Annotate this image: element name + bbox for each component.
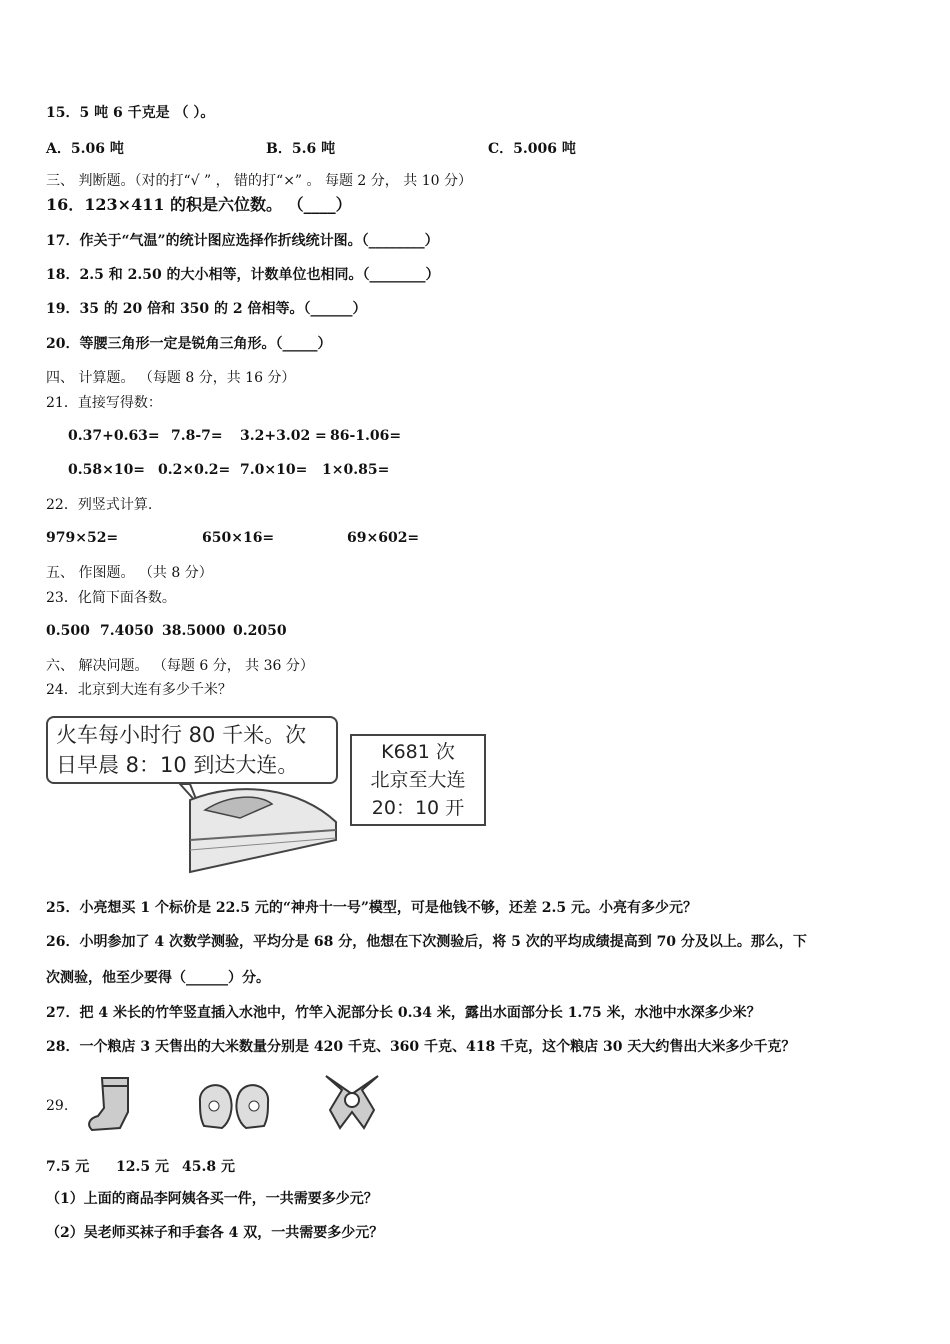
number-item: 38.5000 xyxy=(162,623,226,639)
q26-line-1: 26．小明参加了 4 次数学测验，平均分是 68 分，他想在下次测验后，将 5 次的平均成绩提高到 70 分及以上。那么，下 xyxy=(46,934,807,950)
option-a: A．5.06 吨 xyxy=(46,141,124,157)
calc-item: 86-1.06= xyxy=(330,428,402,444)
price-scarf: 45.8 元 xyxy=(182,1159,235,1175)
price-mittens: 12.5 元 xyxy=(116,1159,169,1175)
q29-sub-2: （2）吴老师买袜子和手套各 4 双，一共需要多少元？ xyxy=(46,1225,384,1241)
q27: 27．把 4 米长的竹竿竖直插入水池中，竹竿入泥部分长 0.34 米，露出水面部分长 1.75 米，水池中水深多少米？ xyxy=(46,1005,761,1021)
mittens-image xyxy=(194,1074,276,1134)
calc-item: 0.2×0.2= xyxy=(158,462,231,478)
q29-sub-1: （1）上面的商品李阿姨各买一件，一共需要多少元？ xyxy=(46,1191,378,1207)
vertical-calc-item: 650×16= xyxy=(202,530,275,546)
calc-item: 0.58×10= xyxy=(68,462,146,478)
number-item: 7.4050 xyxy=(100,623,154,639)
number-item: 0.2050 xyxy=(233,623,287,639)
q22-items xyxy=(0,530,950,548)
q16: 16．123×411 的积是六位数。 （____） xyxy=(46,195,352,214)
train-ticket xyxy=(350,734,486,826)
vertical-calc-item: 69×602= xyxy=(347,530,420,546)
q18: 18．2.5 和 2.50 的大小相等，计数单位也相同。（________） xyxy=(46,267,440,283)
q24-title: 24．北京到大连有多少千米？ xyxy=(46,682,232,698)
calc-item: 7.0×10= xyxy=(240,462,308,478)
calc-item: 7.8-7= xyxy=(171,428,223,444)
ticket-route: 北京至大连 xyxy=(370,769,466,791)
ticket-time: 20：10 开 xyxy=(371,797,465,819)
q20: 20．等腰三角形一定是锐角三角形。（_____） xyxy=(46,336,332,352)
scarf-image xyxy=(320,1070,384,1132)
section-3-heading: 三、 判断题。（对的打“√ ” ， 错的打“×” 。 每题 2 分， 共 10 分） xyxy=(46,173,472,189)
price-sock: 7.5 元 xyxy=(46,1159,90,1175)
calc-item: 3.2+3.02 = xyxy=(240,428,327,444)
number-item: 0.500 xyxy=(46,623,90,639)
section-5-heading: 五、 作图题。 （共 8 分） xyxy=(46,565,213,581)
option-c: C．5.006 吨 xyxy=(488,141,576,157)
q19: 19．35 的 20 倍和 350 的 2 倍相等。（______） xyxy=(46,301,367,317)
bubble-line-1: 火车每小时行 80 千米。次 xyxy=(56,723,307,747)
q28: 28．一个粮店 3 天售出的大米数量分别是 420 千克、360 千克、418 千克，这个粮店 30 天大约售出大米多少千克？ xyxy=(46,1039,796,1055)
train-illustration xyxy=(40,780,340,876)
ticket-number: K681 次 xyxy=(381,741,455,763)
q29-label: 29. xyxy=(46,1098,69,1114)
calc-item: 0.37+0.63= xyxy=(68,428,160,444)
q25: 25．小亮想买 1 个标价是 22.5 元的“神舟十一号”模型，可是他钱不够，还差 2.5 元。小亮有多少元？ xyxy=(46,900,698,916)
vertical-calc-item: 979×52= xyxy=(46,530,119,546)
q29-prices xyxy=(0,1156,950,1174)
q21-row-2 xyxy=(0,462,950,480)
sock-image xyxy=(84,1074,144,1136)
section-6-heading: 六、 解决问题。 （每题 6 分， 共 36 分） xyxy=(46,658,314,674)
q15-text: 15．5 吨 6 千克是 （ ）。 xyxy=(46,105,215,121)
calc-item: 1×0.85= xyxy=(322,462,390,478)
q15-options xyxy=(0,138,950,156)
bubble-line-2: 日早晨 8：10 到达大连。 xyxy=(56,753,299,777)
q21-title: 21．直接写得数： xyxy=(46,395,162,411)
speech-bubble xyxy=(46,716,338,784)
q23-items xyxy=(0,623,950,641)
section-4-heading: 四、 计算题。 （每题 8 分，共 16 分） xyxy=(46,370,296,386)
q26-line-2: 次测验，他至少要得（______）分。 xyxy=(46,970,270,986)
q17: 17．作关于“气温”的统计图应选择作折线统计图。（________） xyxy=(46,233,439,249)
q23-title: 23．化简下面各数。 xyxy=(46,590,176,606)
q22-title: 22．列竖式计算. xyxy=(46,497,153,513)
q21-row-1 xyxy=(0,428,950,446)
option-b: B．5.6 吨 xyxy=(266,141,336,157)
